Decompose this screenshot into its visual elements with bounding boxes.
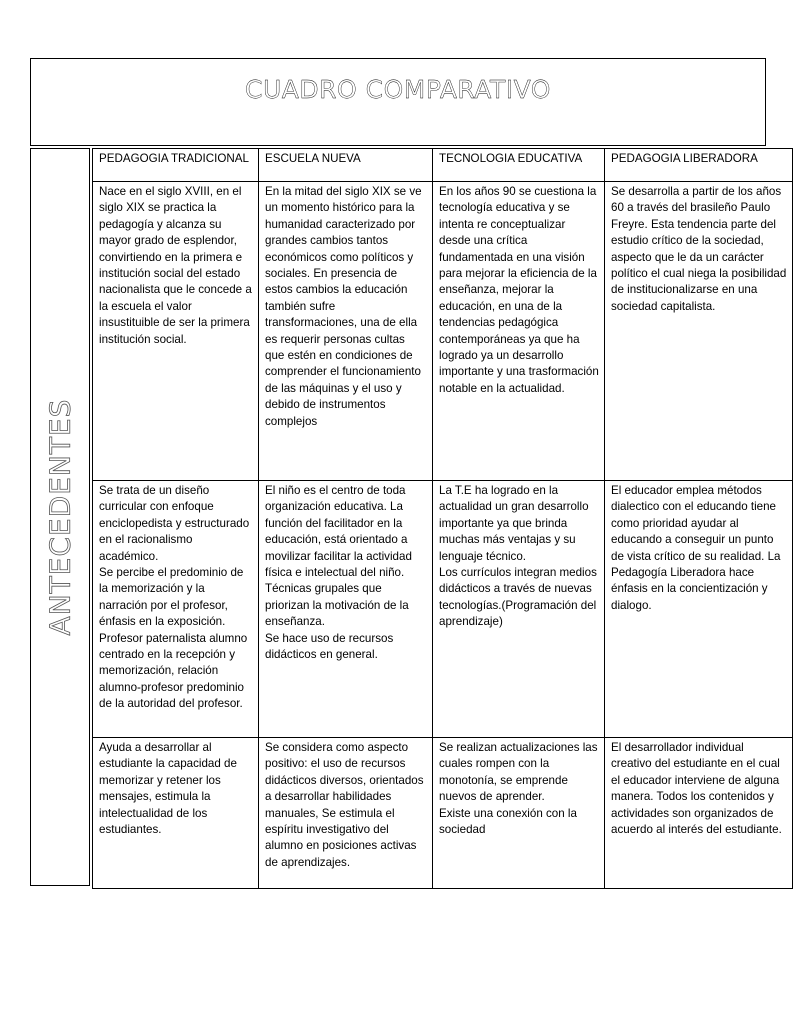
table-cell: La T.E ha logrado en la actualidad un gran desarrollo importante ya que brinda muchas más ventajas y su lenguaje técnico. Los currículos integran medios didácticos a través de nuevas tecnologías.(Programación del aprendizaje) bbox=[433, 481, 605, 738]
header-cell: TECNOLOGIA EDUCATIVA bbox=[433, 149, 605, 182]
header-cell: ESCUELA NUEVA bbox=[259, 149, 433, 182]
table-row bbox=[93, 481, 793, 738]
table-cell: En la mitad del siglo XIX se ve un momento histórico para la humanidad caracterizado por grandes cambios tantos económicos como políticos y sociales. En presencia de estos cambios la educación también sufre transformaciones, una de ella es requerir personas cultas que estén en condiciones de comprender el funcionamiento de las máquinas y el uso y debido de instrumentos complejos bbox=[259, 182, 433, 481]
page-title: CUADRO COMPARATIVO bbox=[245, 75, 551, 104]
table-cell: Ayuda a desarrollar al estudiante la capacidad de memorizar y retener los mensajes, estimula la intelectualidad de los estudiantes. bbox=[93, 738, 259, 889]
table-cell: El desarrollador individual creativo del estudiante en el cual el educador interviene de alguna manera. Todos los contenidos y actividades son organizados de acuerdo al interés del estudiante. bbox=[605, 738, 793, 889]
table-cell: Nace en el siglo XVIII, en el siglo XIX se practica la pedagogía y alcanza su mayor grado de esplendor, convirtiendo en la primera e institución social del estado nacionalista que le concede a la escuela el valor insustituible de ser la primera institución social. bbox=[93, 182, 259, 481]
header-cell: PEDAGOGIA LIBERADORA bbox=[605, 149, 793, 182]
table-cell: Se desarrolla a partir de los años 60 a través del brasileño Paulo Freyre. Esta tendencia parte del estudio crítico de la sociedad, aspecto que le da un carácter político el cual niega la posibilidad de institucionalizarse en una sociedad capitalista. bbox=[605, 182, 793, 481]
table-row bbox=[93, 738, 793, 889]
table-cell: Se realizan actualizaciones las cuales rompen con la monotonía, se emprende nuevos de aprender. Existe una conexión con la sociedad bbox=[433, 738, 605, 889]
side-label-box bbox=[30, 148, 90, 886]
side-label: ANTECEDENTES bbox=[43, 398, 77, 636]
table-cell: Se considera como aspecto positivo: el uso de recursos didácticos diversos, orientados a desarrollar habilidades manuales, Se estimula el espíritu investigativo del alumno en posiciones activas de aprendizajes. bbox=[259, 738, 433, 889]
table-row bbox=[93, 182, 793, 481]
table-cell: El niño es el centro de toda organización educativa. La función del facilitador en la educación, está orientado a movilizar facilitar la actividad física e intelectual del niño. Técnicas grupales que priorizan la motivación de la enseñanza. Se hace uso de recursos didácticos en general. bbox=[259, 481, 433, 738]
table-cell: Se trata de un diseño curricular con enfoque enciclopedista y estructurado en el racionalismo académico. Se percibe el predominio de la memorización y la narración por el profesor, énfasis en la exposición. Profesor paternalista alumno centrado en la recepción y memorización, relación alumno-profesor predominio de la autoridad del profesor. bbox=[93, 481, 259, 738]
table-cell: En los años 90 se cuestiona la tecnología educativa y se intenta re conceptualizar desde una crítica fundamentada en una visión para mejorar la eficiencia de la enseñanza, mejorar la educación, en una de la tendencias pedagógica contemporáneas ya que ha logrado ya un desarrollo importante y una trasformación notable en la actualidad. bbox=[433, 182, 605, 481]
header-cell: PEDAGOGIA TRADICIONAL bbox=[93, 149, 259, 182]
title-box bbox=[30, 58, 766, 146]
header-row bbox=[93, 149, 793, 182]
comparison-table bbox=[92, 148, 793, 889]
table-cell: El educador emplea métodos dialectico con el educando tiene como prioridad ayudar al educando a conseguir un punto de vista crítico de su realidad. La Pedagogía Liberadora hace énfasis en la concientización y dialogo. bbox=[605, 481, 793, 738]
